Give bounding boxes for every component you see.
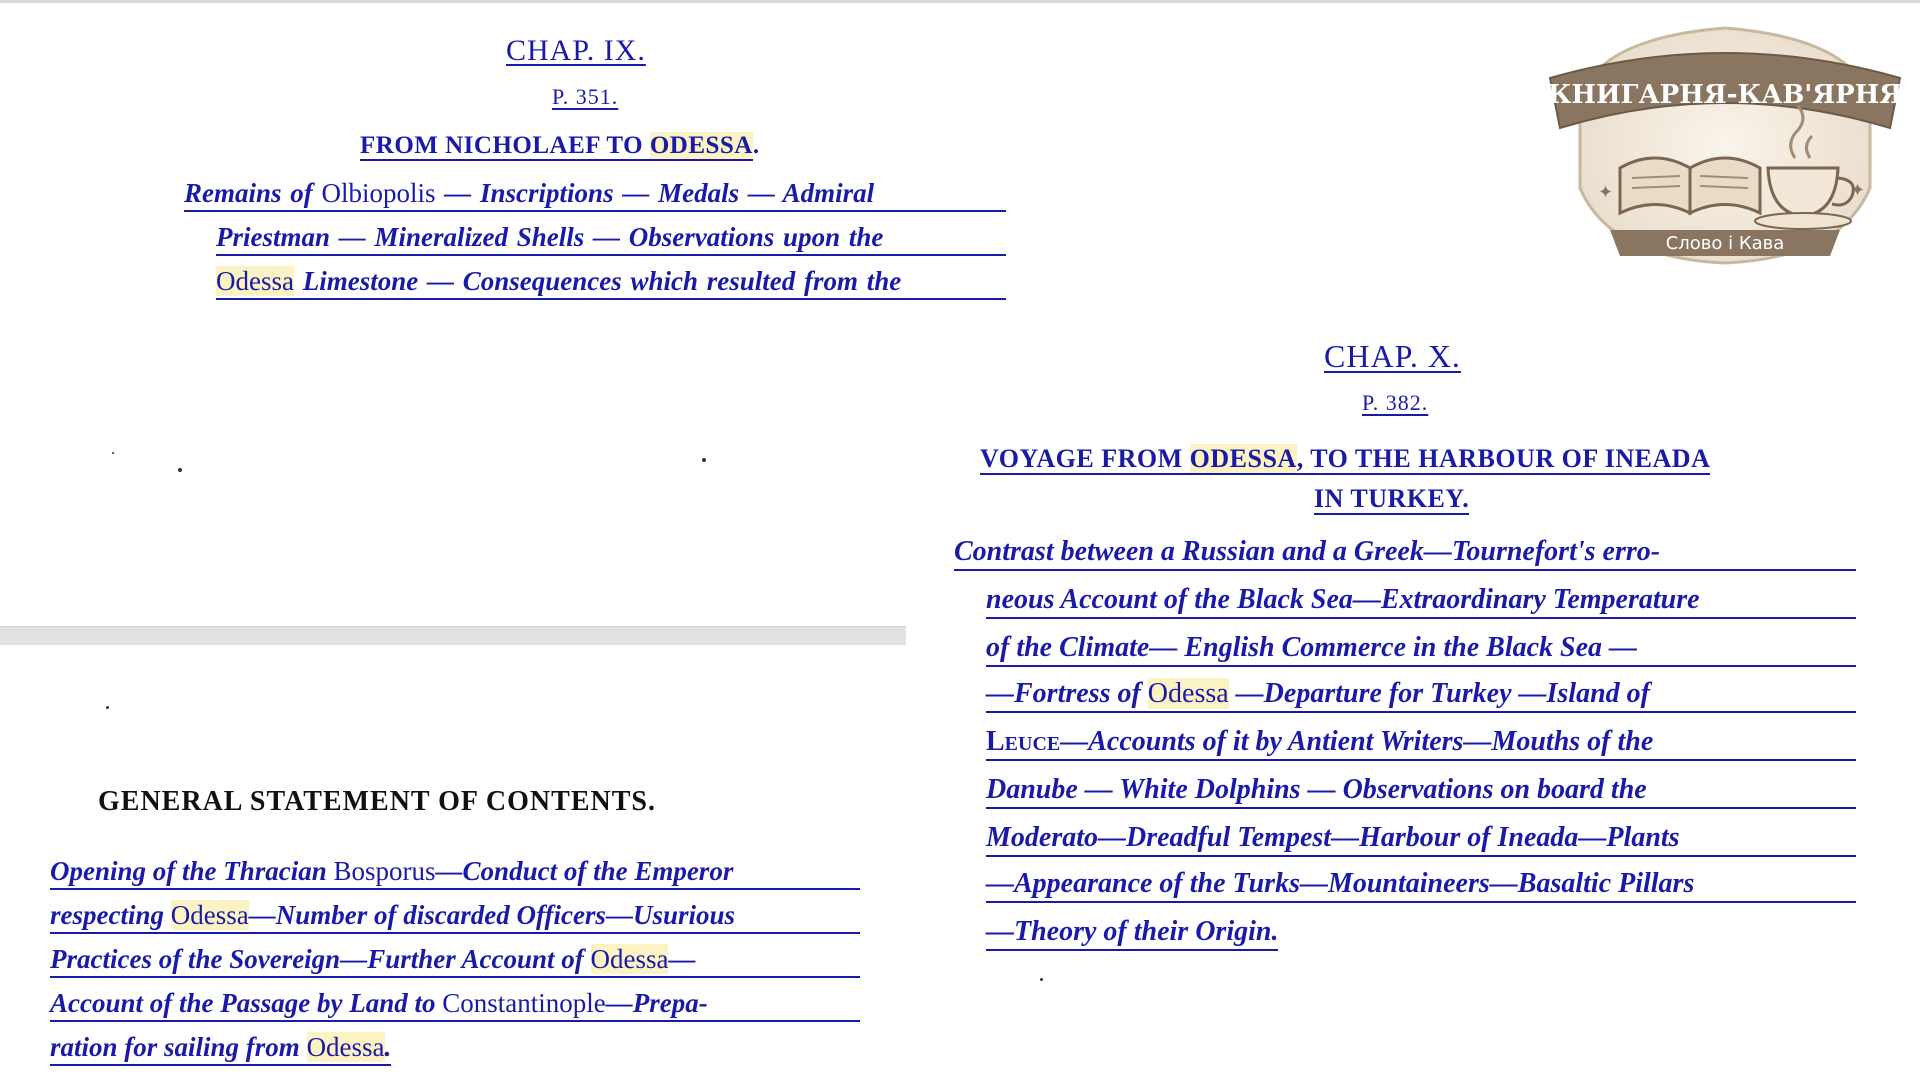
chap-x-heading-1: VOYAGE FROM ODESSA, TO THE HARBOUR OF INEADA: [980, 444, 1711, 473]
chap-x-line-8: —Appearance of the Turks—Mountaineers—Basaltic Pillars: [986, 868, 1856, 903]
chap-ix-page: P. 351.: [552, 84, 619, 109]
bookstore-cafe-logo: [1540, 18, 1910, 268]
chap-x-line-3: of the Climate— English Commerce in the Black Sea —: [986, 632, 1856, 667]
chap-x-line-1: Contrast between a Russian and a Greek—Tournefort's erro-: [954, 536, 1856, 571]
chap-x-heading-2: IN TURKEY.: [1314, 484, 1470, 513]
chap-ix-line-2: Priestman — Mineralized Shells — Observations upon the: [216, 222, 1006, 256]
logo-top-text: КНИГАРНЯ-КАВ'ЯРНЯ: [1547, 80, 1903, 110]
chap-ix-title: CHAP. IX.: [506, 34, 646, 67]
chap-ix-line-1: Remains of Olbiopolis — Inscriptions — Medals — Admiral: [184, 178, 1006, 212]
speck: [112, 452, 114, 454]
chap-x-line-7: Moderato—Dreadful Tempest—Harbour of Ineada—Plants: [986, 822, 1856, 857]
speck: [106, 706, 109, 709]
chap-x-page: P. 382.: [1362, 390, 1429, 415]
chap-x-line-5: Leuce—Accounts of it by Antient Writers—Mouths of the: [986, 726, 1856, 761]
general-line-2: respecting Odessa—Number of discarded Officers—Usurious: [50, 900, 860, 934]
general-line-1: Opening of the Thracian Bosporus—Conduct of the Emperor: [50, 856, 860, 890]
chap-x-line-9: —Theory of their Origin.: [986, 916, 1278, 951]
logo-bottom-text: Слово і Кава: [1665, 233, 1785, 254]
chap-x-line-4: —Fortress of Odessa —Departure for Turkey —Island of: [986, 678, 1856, 713]
general-line-3: Practices of the Sovereign—Further Account of Odessa—: [50, 944, 860, 978]
chap-ix-heading: FROM NICHOLAEF TO ODESSA.: [360, 132, 760, 159]
chap-x-line-2: neous Account of the Black Sea—Extraordinary Temperature: [986, 584, 1856, 619]
general-heading: GENERAL STATEMENT OF CONTENTS.: [98, 786, 656, 817]
speck: [178, 468, 182, 472]
chap-x-title: CHAP. X.: [1324, 338, 1461, 374]
chap-x-line-6: Danube — White Dolphins — Observations on board the: [986, 774, 1856, 809]
general-line-5: ration for sailing from Odessa.: [50, 1032, 391, 1066]
top-border: [0, 0, 1920, 3]
speck: [702, 458, 706, 462]
chap-ix-line-3: Odessa Limestone — Consequences which resulted from the: [216, 266, 1006, 300]
general-line-4: Account of the Passage by Land to Constantinople—Prepa-: [50, 988, 860, 1022]
speck: [1040, 978, 1043, 981]
crop-separator: [0, 626, 906, 645]
svg-text:✦: ✦: [1598, 182, 1614, 203]
logo-graphic: [1540, 18, 1910, 268]
svg-text:✦: ✦: [1850, 180, 1866, 201]
